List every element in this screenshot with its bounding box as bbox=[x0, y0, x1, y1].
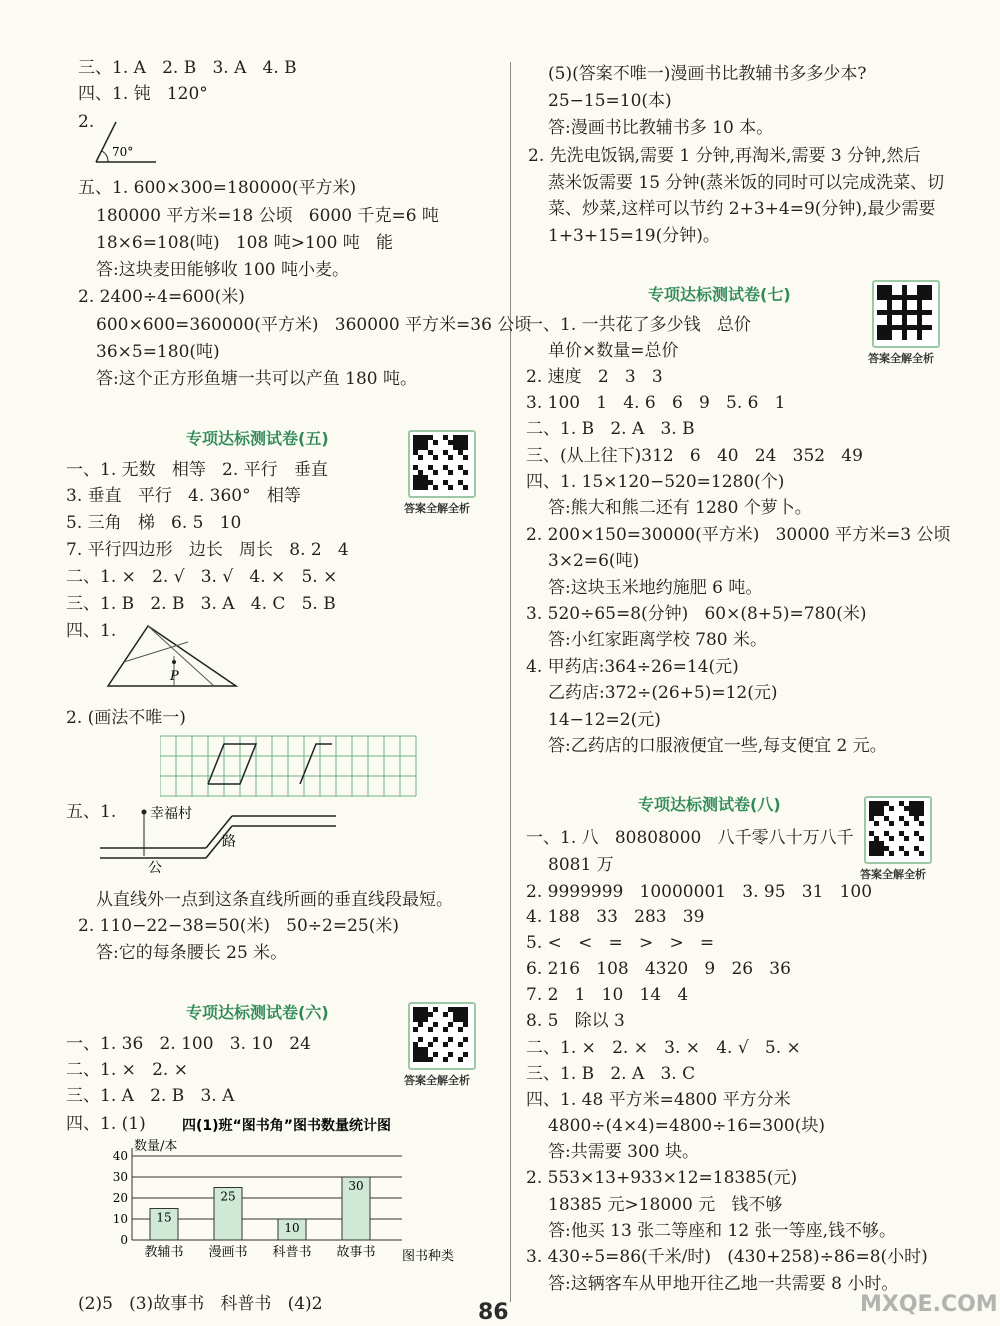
chart-x-tick-label: 教辅书 bbox=[144, 1245, 184, 1260]
chart-x-tick-label: 漫画书 bbox=[208, 1245, 248, 1260]
chart-y-tick-label: 40 bbox=[112, 1149, 128, 1163]
answer-line: 2. 9999999 10000001 3. 95 31 100 bbox=[526, 882, 873, 902]
section-title-8: 专项达标测试卷(八) bbox=[638, 795, 781, 814]
section-title-7: 专项达标测试卷(七) bbox=[648, 285, 791, 304]
village-label: 幸福村 bbox=[150, 806, 192, 822]
answer-line: 答:小红家距离学校 780 米。 bbox=[548, 630, 767, 650]
answer-line: 2. 200×150=30000(平方米) 30000 平方米=3 公顷 bbox=[526, 525, 951, 545]
answer-line: 单价×数量=总价 bbox=[548, 341, 679, 361]
section-title-5: 专项达标测试卷(五) bbox=[186, 429, 329, 448]
answer-line: 1+3+15=19(分钟)。 bbox=[548, 226, 720, 246]
answer-line: 二、1. × 2. × bbox=[66, 1060, 188, 1080]
answer-line: 8. 5 除以 3 bbox=[526, 1011, 625, 1031]
bar-chart bbox=[96, 1112, 466, 1272]
answer-line: 600×600=360000(平方米) 360000 平方米=36 公顷 bbox=[96, 315, 532, 335]
answer-line: 6. 216 108 4320 9 26 36 bbox=[526, 959, 791, 979]
answer-line: 18×6=108(吨) 108 吨>100 吨 能 bbox=[96, 233, 394, 253]
answer-line: 答:这块玉米地约施肥 6 吨。 bbox=[548, 578, 763, 598]
chart-data-label: 25 bbox=[220, 1189, 236, 1204]
answer-line: 8081 万 bbox=[548, 855, 614, 875]
road-figure bbox=[96, 796, 356, 886]
answer-line: 四、1. 48 平方米=4800 平方分米 bbox=[526, 1090, 791, 1110]
road-label-1: 公 bbox=[148, 860, 162, 876]
answer-line: 乙药店:372÷(26+5)=12(元) bbox=[548, 683, 778, 703]
triangle-figure bbox=[104, 622, 244, 692]
answer-line: 三、1. B 2. A 3. C bbox=[526, 1064, 696, 1084]
qr-code bbox=[864, 796, 932, 864]
angle-label: 70° bbox=[112, 145, 134, 159]
answer-line: 2. 110−22−38=50(米) 50÷2=25(米) bbox=[78, 916, 400, 936]
chart-y-axis-label: 数量/本 bbox=[134, 1139, 178, 1154]
chart-x-tick-label: 科普书 bbox=[272, 1245, 312, 1260]
answer-line: 二、1. B 2. A 3. B bbox=[526, 419, 695, 439]
chart-y-tick-label: 10 bbox=[112, 1212, 128, 1226]
answer-line: 菜、炒菜,这样可以节约 2+3+4=9(分钟),最少需要 bbox=[548, 199, 936, 219]
answer-line: 2. (画法不唯一) bbox=[66, 708, 186, 728]
answer-line: 答:这辆客车从甲地开往乙地一共需要 8 小时。 bbox=[548, 1274, 899, 1294]
answer-line: 答:乙药店的口服液便宜一些,每支便宜 2 元。 bbox=[548, 736, 887, 756]
answer-line: (5)(答案不唯一)漫画书比教辅书多多少本? bbox=[548, 64, 867, 84]
right-column bbox=[512, 0, 1000, 1326]
chart-data-label: 10 bbox=[284, 1221, 300, 1235]
answer-line: 四、1. (1) bbox=[66, 1114, 146, 1134]
qr-caption: 答案全解全析 bbox=[860, 868, 926, 881]
answer-line: 五、1. 600×300=180000(平方米) bbox=[78, 178, 357, 198]
answer-line: 3. 100 1 4. 6 6 9 5. 6 1 bbox=[526, 393, 786, 413]
answer-line: 四、1. 15×120−520=1280(个) bbox=[526, 472, 785, 492]
answer-line: 14−12=2(元) bbox=[548, 710, 661, 730]
qr-caption: 答案全解全析 bbox=[404, 502, 470, 515]
answer-line: 36×5=180(吨) bbox=[96, 342, 220, 362]
answer-line: 答:漫画书比教辅书多 10 本。 bbox=[548, 118, 774, 138]
qr-caption: 答案全解全析 bbox=[404, 1074, 470, 1087]
answer-line: 从直线外一点到这条直线所画的垂直线段最短。 bbox=[96, 890, 453, 910]
answer-line: 5. 三角 梯 6. 5 10 bbox=[66, 513, 242, 533]
answer-line: 一、1. 一共花了多少钱 总价 bbox=[526, 315, 751, 335]
watermark-text: MXQE.COM bbox=[860, 1292, 998, 1317]
answer-line: 4800÷(4×4)=4800÷16=300(块) bbox=[548, 1116, 825, 1136]
answer-line: 4. 188 33 283 39 bbox=[526, 907, 705, 927]
chart-y-tick-label: 20 bbox=[112, 1191, 128, 1205]
answer-line: 四、1. 钝 120° bbox=[78, 84, 208, 104]
column-divider bbox=[510, 62, 511, 1302]
answer-line: 答:共需要 300 块。 bbox=[548, 1142, 699, 1162]
answer-line: 3×2=6(吨) bbox=[548, 551, 640, 571]
road-label-2: 路 bbox=[222, 834, 236, 850]
answer-line: 答:这个正方形鱼塘一共可以产鱼 180 吨。 bbox=[96, 369, 417, 389]
answer-line: 7. 2 1 10 14 4 bbox=[526, 985, 689, 1005]
answer-line: 180000 平方米=18 公顷 6000 千克=6 吨 bbox=[96, 206, 439, 226]
answer-line: 4. 甲药店:364÷26=14(元) bbox=[526, 657, 739, 677]
answer-line: 二、1. × 2. × 3. × 4. √ 5. × bbox=[526, 1038, 801, 1058]
qr-code bbox=[408, 430, 476, 498]
page-number: 86 bbox=[478, 1300, 509, 1325]
answer-line: 三、1. A 2. B 3. A bbox=[66, 1086, 235, 1106]
answer-line: 一、1. 八 80808000 八千零八十万八千 bbox=[526, 828, 854, 848]
answer-line: 2. bbox=[78, 112, 95, 132]
answer-line: 25−15=10(本) bbox=[548, 91, 672, 111]
answer-line: 三、1. A 2. B 3. A 4. B bbox=[78, 58, 297, 78]
answer-line: 3. 520÷65=8(分钟) 60×(8+5)=780(米) bbox=[526, 604, 867, 624]
chart-y-tick-label: 30 bbox=[112, 1170, 128, 1184]
answer-line: 三、(从上往下)312 6 40 24 352 49 bbox=[526, 446, 863, 466]
answer-line: 3. 430÷5=86(千米/时) (430+258)÷86=8(小时) bbox=[526, 1247, 928, 1267]
answer-line: 蒸米饭需要 15 分钟(蒸米饭的同时可以完成洗菜、切 bbox=[548, 173, 945, 193]
answer-line: 2. 先洗电饭锅,需要 1 分钟,再淘米,需要 3 分钟,然后 bbox=[528, 146, 921, 166]
chart-x-axis-label: 图书种类 bbox=[402, 1249, 455, 1264]
answer-line: 18385 元>18000 元 钱不够 bbox=[548, 1195, 783, 1215]
chart-data-label: 15 bbox=[156, 1210, 172, 1225]
section-title-6: 专项达标测试卷(六) bbox=[186, 1003, 329, 1022]
answer-line: 答:它的每条腰长 25 米。 bbox=[96, 943, 288, 963]
grid-figure bbox=[160, 734, 420, 798]
answer-line: 7. 平行四边形 边长 周长 8. 2 4 bbox=[66, 540, 349, 560]
answer-line: 答:熊大和熊二还有 1280 个萝卜。 bbox=[548, 498, 812, 518]
answer-line: 2. 553×13+933×12=18385(元) bbox=[526, 1168, 798, 1188]
chart-y-tick-label: 0 bbox=[120, 1233, 128, 1247]
chart-x-tick-label: 故事书 bbox=[336, 1245, 376, 1260]
answer-line: 2. 2400÷4=600(米) bbox=[78, 287, 245, 307]
answer-line: 答:他买 13 张二等座和 12 张一等座,钱不够。 bbox=[548, 1221, 897, 1241]
answer-line: 5. < < = > > = bbox=[526, 933, 715, 953]
answer-line: (2)5 (3)故事书 科普书 (4)2 bbox=[78, 1294, 323, 1314]
answer-line: 2. 速度 2 3 3 bbox=[526, 367, 663, 387]
chart-data-label: 30 bbox=[348, 1179, 364, 1193]
angle-figure bbox=[90, 118, 170, 168]
answer-line: 五、1. bbox=[66, 802, 117, 822]
answer-line: 答:这块麦田能够收 100 吨小麦。 bbox=[96, 260, 349, 280]
chart-title: 四(1)班“图书角”图书数量统计图 bbox=[182, 1118, 391, 1134]
answer-line: 四、1. bbox=[66, 621, 117, 641]
qr-caption: 答案全解全析 bbox=[868, 352, 934, 365]
qr-code bbox=[408, 1002, 476, 1070]
answer-line: 一、1. 无数 相等 2. 平行 垂直 bbox=[66, 460, 328, 480]
qr-code bbox=[872, 280, 940, 348]
point-p-label: P bbox=[170, 669, 179, 684]
answer-line: 三、1. B 2. B 3. A 4. C 5. B bbox=[66, 594, 336, 614]
answer-line: 一、1. 36 2. 100 3. 10 24 bbox=[66, 1034, 311, 1054]
answer-line: 3. 垂直 平行 4. 360° 相等 bbox=[66, 486, 301, 506]
answer-line: 二、1. × 2. √ 3. √ 4. × 5. × bbox=[66, 567, 338, 587]
